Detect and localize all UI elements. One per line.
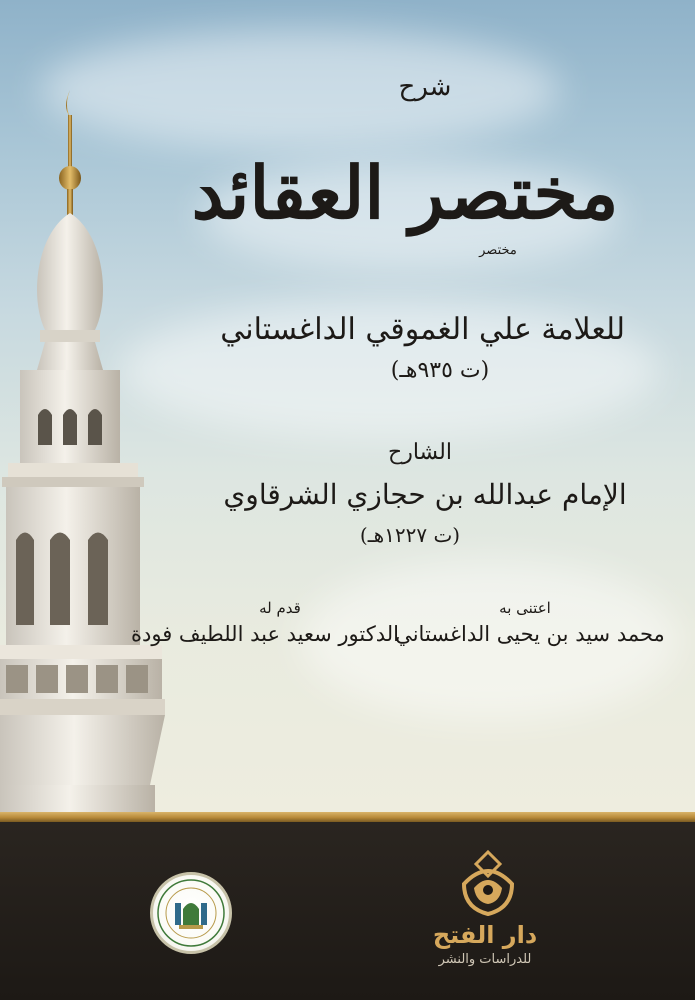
editor-name: محمد سيد بن يحيى الداغستاني xyxy=(395,622,665,646)
gold-divider xyxy=(0,812,695,822)
introduction-label: قدم له xyxy=(259,599,301,617)
editor-label: اعتنى به xyxy=(499,599,551,617)
publisher-logo-icon xyxy=(452,848,524,920)
minaret-illustration xyxy=(0,85,175,820)
commentator-label: الشارح xyxy=(388,440,452,465)
publisher-tagline: للدراسات والنشر xyxy=(438,952,532,967)
book-title: مختصر العقائد xyxy=(191,150,619,235)
author-death-date: (ت ٩٣٥هـ) xyxy=(390,358,490,383)
author-line: للعلامة علي الغموقي الداغستاني xyxy=(220,312,625,347)
publisher-name: دار الفتح xyxy=(432,921,538,949)
institution-seal-logo xyxy=(150,872,232,954)
introduction-author: الدكتور سعيد عبد اللطيف فودة xyxy=(131,622,399,646)
commentator-death-date: (ت ١٢٢٧هـ) xyxy=(359,523,461,547)
title-small-note: مختصر xyxy=(479,243,517,258)
bottom-panel xyxy=(0,822,695,1000)
title-prefix: شرح xyxy=(398,72,452,102)
commentator-name: الإمام عبدالله بن حجازي الشرقاوي xyxy=(223,478,627,511)
